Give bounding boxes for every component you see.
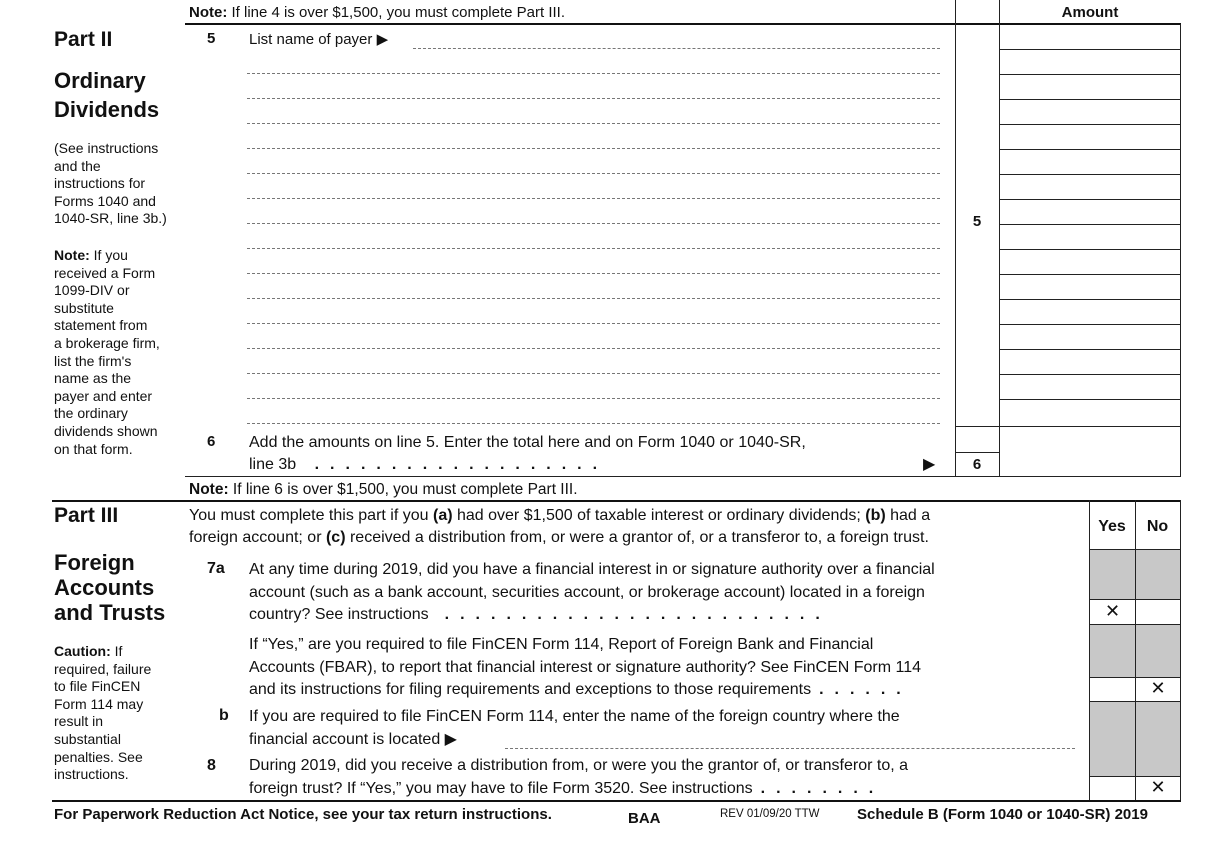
line6-number: 6	[207, 433, 216, 450]
payer-line[interactable]	[247, 73, 940, 74]
payer-line[interactable]	[247, 198, 940, 199]
line7a-number: 7a	[207, 560, 225, 577]
amount-row-line	[999, 399, 1181, 400]
amount-row-line	[999, 349, 1181, 350]
paperwork-notice: For Paperwork Reduction Act Notice, see your tax return instructions.	[54, 806, 552, 823]
footer-rule	[52, 800, 1181, 802]
amount-row-line	[999, 74, 1181, 75]
payer-line[interactable]	[247, 173, 940, 174]
amount-row-line	[999, 224, 1181, 225]
amount-row-line	[999, 124, 1181, 125]
line5-number: 5	[207, 30, 216, 47]
shaded-cell	[1136, 625, 1180, 677]
line5-box-label: 5	[972, 213, 982, 230]
shaded-cell	[1136, 550, 1180, 599]
amount-row-line	[999, 99, 1181, 100]
amount-row-line	[999, 374, 1181, 375]
header-rule	[185, 23, 1181, 25]
shaded-cell	[1090, 550, 1135, 599]
revision-label: REV 01/09/20 TTW	[720, 808, 820, 820]
no-col-right	[1180, 500, 1181, 800]
line8-no-checkbox[interactable]: ✕	[1150, 777, 1166, 797]
line8-number: 8	[207, 757, 216, 774]
header-note: Note: If line 4 is over $1,500, you must complete Part III.	[189, 4, 565, 21]
payer-line[interactable]	[247, 123, 940, 124]
shaded-cell	[1090, 625, 1135, 677]
amount-row-line	[999, 299, 1181, 300]
answer-row-line	[1089, 701, 1181, 702]
amount-col-left	[999, 0, 1000, 476]
payer-line[interactable]	[247, 398, 940, 399]
baa-label: BAA	[628, 810, 661, 827]
amount-row-line	[999, 149, 1181, 150]
schedule-title: Schedule B (Form 1040 or 1040-SR) 2019	[857, 806, 1148, 823]
amount-header: Amount	[1061, 4, 1119, 21]
line7b-text: If you are required to file FinCEN Form 114, enter the name of the foreign country where the financial account is located ▶	[249, 708, 900, 748]
part3-caution: Caution: If required, failure to file FinCEN Form 114 may result in substantial penalties. See instructions.	[54, 643, 152, 783]
line6-text: Add the amounts on line 5. Enter the total here and on Form 1040 or 1040-SR, line 3b ................... ▶	[249, 434, 936, 473]
line8-text: During 2019, did you receive a distribution from, or were you the grantor of, or transferor to, a foreign trust? If “Yes,” you may have to file Form 3520. See instructions ........	[249, 757, 908, 797]
yes-header: Yes	[1098, 518, 1126, 535]
shaded-cell	[1090, 702, 1135, 776]
payer-line[interactable]	[247, 148, 940, 149]
no-header: No	[1146, 518, 1169, 535]
amount-col-right	[1180, 24, 1181, 476]
payer-line[interactable]	[247, 98, 940, 99]
answer-row-line	[1089, 599, 1181, 600]
part3-title: Part III	[54, 504, 119, 527]
line5-box-bottom	[955, 426, 1181, 427]
payer-line[interactable]	[247, 423, 940, 424]
line6-box-top	[955, 452, 999, 453]
amount-row-line	[999, 324, 1181, 325]
part2-heading: Ordinary Dividends	[54, 68, 160, 122]
line5-label: List name of payer ▶	[249, 31, 389, 48]
payer-line[interactable]	[247, 273, 940, 274]
payer-line[interactable]	[247, 248, 940, 249]
payer-line[interactable]	[247, 348, 940, 349]
part2-see-instructions: (See instructions and the instructions for Forms 1040 and 1040-SR, line 3b.)	[54, 140, 167, 227]
line7a-yes-checkbox[interactable]: ✕	[1104, 601, 1121, 621]
payer-line[interactable]	[247, 298, 940, 299]
part2-title: Part II	[54, 28, 113, 51]
answer-row-line	[1089, 624, 1181, 625]
amount-row-line	[999, 249, 1181, 250]
fbar-no-checkbox[interactable]: ✕	[1150, 678, 1166, 698]
part3-heading: Foreign Accounts and Trusts	[54, 550, 166, 625]
line6-box-label: 6	[972, 456, 982, 473]
amount-row-line	[999, 49, 1181, 50]
line6-bottom	[185, 476, 1181, 477]
line7b-number: b	[219, 707, 229, 724]
part3-intro: You must complete this part if you (a) had over $1,500 of taxable interest or ordinary dividends; (b) had a foreign account; or (c) received a distribution from, or were a grantor of, or a transferor to, a foreign trust.	[189, 507, 931, 546]
amount-row-line	[999, 174, 1181, 175]
shaded-cell	[1136, 702, 1180, 776]
payer-line[interactable]	[247, 223, 940, 224]
foreign-country-input[interactable]	[505, 748, 1075, 749]
part3-top-rule	[52, 500, 1181, 502]
payer-line[interactable]	[247, 323, 940, 324]
amount-row-line	[999, 274, 1181, 275]
amount-row-line	[999, 199, 1181, 200]
line7a-text: At any time during 2019, did you have a financial interest in or signature authority over a financial account (such as a bank account, securities account, or brokerage account) located in a foreign country? See instructions .........................	[249, 561, 935, 623]
part2-note: Note: If you received a Form 1099-DIV or substitute statement from a brokerage firm, list the firm's name as the payer and enter the ordinary dividends shown on that form.	[54, 247, 160, 457]
part2-note2: Note: If line 6 is over $1,500, you must complete Part III.	[189, 481, 578, 498]
payer-line[interactable]	[247, 373, 940, 374]
fbar-question-text: If “Yes,” are you required to file FinCEN Form 114, Report of Foreign Bank and Financial Accounts (FBAR), to report that financial interest or signature authority? See FinCEN Form 114 and its instructions for filing requirements and exceptions to those requirements ......	[249, 636, 921, 698]
payer-line[interactable]	[413, 48, 940, 49]
